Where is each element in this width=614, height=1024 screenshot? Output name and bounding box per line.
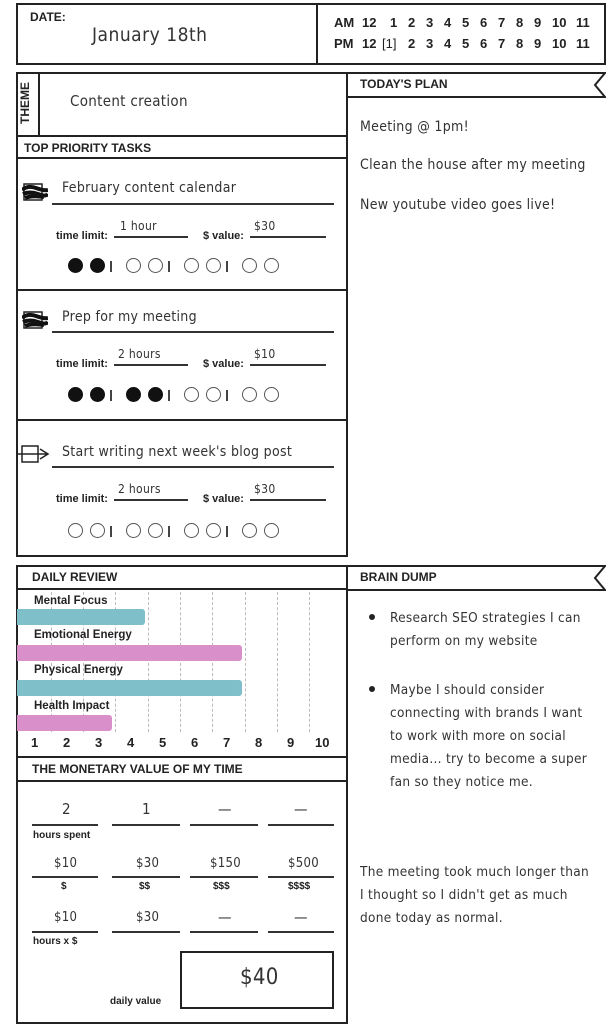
plan-item[interactable]: New youtube video goes live! bbox=[360, 197, 556, 213]
pm-hour-selected[interactable]: [1] bbox=[382, 36, 397, 51]
am-hour[interactable]: 5 bbox=[462, 15, 470, 30]
pm-hour[interactable]: 6 bbox=[480, 36, 488, 51]
value-line bbox=[250, 499, 326, 501]
value-amount[interactable]: $10 bbox=[254, 347, 276, 361]
am-label: AM bbox=[334, 15, 355, 30]
pomodoro-circle[interactable] bbox=[206, 258, 221, 273]
hours-value[interactable]: — bbox=[294, 800, 308, 818]
plan-item[interactable]: Meeting @ 1pm! bbox=[360, 119, 469, 135]
pomodoro-circle[interactable] bbox=[242, 387, 257, 402]
value-line bbox=[250, 236, 326, 238]
scale-tick: 8 bbox=[255, 735, 263, 750]
review-metric-label: Physical Energy bbox=[34, 664, 123, 676]
money-line bbox=[32, 931, 98, 933]
hours-value[interactable]: — bbox=[218, 800, 232, 818]
am-hour[interactable]: 3 bbox=[426, 15, 434, 30]
am-hour[interactable]: 1 bbox=[390, 15, 398, 30]
am-hour[interactable]: 12 bbox=[362, 15, 377, 30]
header-divider bbox=[316, 3, 318, 65]
review-metric-label: Mental Focus bbox=[34, 595, 108, 607]
hours-value[interactable]: 2 bbox=[62, 800, 71, 818]
value-label: $ value: bbox=[203, 493, 244, 505]
review-title: DAILY REVIEW bbox=[32, 570, 118, 584]
pomodoro-separator bbox=[110, 526, 112, 537]
pomodoro-circle[interactable] bbox=[90, 387, 105, 402]
time-limit-label: time limit: bbox=[56, 358, 108, 370]
review-metric-label: Health Impact bbox=[34, 700, 110, 712]
pm-label: PM bbox=[334, 36, 354, 51]
money-line bbox=[112, 824, 180, 826]
product-value[interactable]: — bbox=[294, 908, 308, 926]
rate-value[interactable]: $30 bbox=[136, 856, 160, 871]
scale-tick: 7 bbox=[223, 735, 231, 750]
task-name[interactable]: Prep for my meeting bbox=[62, 309, 197, 325]
value-line bbox=[250, 364, 326, 366]
pomodoro-separator bbox=[226, 261, 228, 272]
pomodoro-row bbox=[68, 386, 318, 404]
product-value[interactable]: $10 bbox=[54, 910, 78, 925]
rate-value[interactable]: $500 bbox=[288, 856, 319, 871]
scale-tick: 6 bbox=[191, 735, 199, 750]
task-status-migrated-icon[interactable] bbox=[18, 443, 52, 465]
am-hours-row bbox=[362, 15, 594, 33]
time-limit-value[interactable]: 2 hours bbox=[118, 482, 161, 496]
date-value[interactable]: January 18th bbox=[92, 24, 208, 46]
product-value[interactable]: — bbox=[218, 908, 232, 926]
pomodoro-circle[interactable] bbox=[242, 523, 257, 538]
time-limit-label: time limit: bbox=[56, 230, 108, 242]
money-line bbox=[190, 824, 258, 826]
pm-hour[interactable]: 7 bbox=[498, 36, 506, 51]
brain-dump-note[interactable]: The meeting took much longer than I thought so I didn't get as much done today as normal. bbox=[360, 864, 589, 926]
product-value[interactable]: $30 bbox=[136, 910, 160, 925]
pm-hours-row bbox=[362, 36, 594, 54]
money-line bbox=[268, 824, 334, 826]
priority-title: TOP PRIORITY TASKS bbox=[24, 141, 152, 155]
pomodoro-separator bbox=[226, 390, 228, 401]
pomodoro-circle[interactable] bbox=[206, 523, 221, 538]
bullet-dot bbox=[369, 686, 375, 692]
pomodoro-circle[interactable] bbox=[126, 523, 141, 538]
priority-title-rule bbox=[16, 157, 348, 159]
review-bar bbox=[17, 645, 242, 661]
pomodoro-circle[interactable] bbox=[68, 523, 83, 538]
pomodoro-separator bbox=[110, 390, 112, 401]
money-line bbox=[112, 876, 180, 878]
task-divider bbox=[16, 289, 348, 291]
scale-tick: 5 bbox=[159, 735, 167, 750]
pomodoro-circle[interactable] bbox=[184, 523, 199, 538]
pomodoro-circle[interactable] bbox=[184, 258, 199, 273]
daily-value-label: daily value bbox=[110, 996, 162, 1007]
money-line bbox=[190, 931, 258, 933]
scale-tick: 2 bbox=[63, 735, 71, 750]
money-line bbox=[268, 931, 334, 933]
money-line bbox=[32, 876, 98, 878]
theme-value[interactable]: Content creation bbox=[70, 92, 188, 110]
brain-dump-item[interactable]: Maybe I should consider connecting with brands I want to work with more on social media... try to become a super fan so they notice me. bbox=[390, 682, 588, 790]
pm-hour[interactable]: 8 bbox=[516, 36, 524, 51]
value-amount[interactable]: $30 bbox=[254, 482, 276, 496]
scale-tick: 10 bbox=[315, 735, 330, 750]
review-title-rule bbox=[16, 588, 348, 590]
time-limit-label: time limit: bbox=[56, 493, 108, 505]
pomodoro-separator bbox=[168, 261, 170, 272]
pm-hour[interactable]: 9 bbox=[534, 36, 542, 51]
plan-title: TODAY'S PLAN bbox=[360, 77, 448, 91]
rate-value[interactable]: $150 bbox=[210, 856, 241, 871]
plan-item[interactable]: Clean the house after my meeting bbox=[360, 157, 586, 173]
task-name-underline bbox=[52, 331, 334, 333]
hours-label: hours spent bbox=[33, 830, 91, 841]
pomodoro-circle[interactable] bbox=[68, 258, 83, 273]
pomodoro-circle[interactable] bbox=[90, 523, 105, 538]
pomodoro-separator bbox=[168, 526, 170, 537]
pomodoro-circle[interactable] bbox=[126, 387, 141, 402]
pomodoro-circle[interactable] bbox=[264, 523, 279, 538]
value-amount[interactable]: $30 bbox=[254, 219, 276, 233]
am-hour[interactable]: 7 bbox=[498, 15, 506, 30]
money-line bbox=[112, 931, 180, 933]
pm-hour[interactable]: 11 bbox=[576, 36, 590, 51]
pomodoro-separator bbox=[110, 261, 112, 272]
pomodoro-circle[interactable] bbox=[242, 258, 257, 273]
pomodoro-circle[interactable] bbox=[68, 387, 83, 402]
review-bar bbox=[17, 715, 112, 731]
pomodoro-circle[interactable] bbox=[264, 387, 279, 402]
task-name-underline bbox=[52, 466, 334, 468]
task-name[interactable]: Start writing next week's blog post bbox=[62, 444, 293, 460]
time-limit-line bbox=[114, 236, 188, 238]
value-label: $ value: bbox=[203, 230, 244, 242]
pm-hour[interactable]: 3 bbox=[426, 36, 434, 51]
pm-hour[interactable]: 10 bbox=[552, 36, 567, 51]
money-title-rule bbox=[16, 780, 348, 782]
theme-divider bbox=[38, 72, 40, 136]
brain-dump-title: BRAIN DUMP bbox=[360, 570, 437, 584]
am-hour[interactable]: 4 bbox=[444, 15, 452, 30]
pm-hour[interactable]: 2 bbox=[408, 36, 416, 51]
time-limit-line bbox=[114, 364, 188, 366]
pomodoro-row bbox=[68, 257, 318, 275]
task-name-underline bbox=[52, 203, 334, 205]
pomodoro-circle[interactable] bbox=[148, 523, 163, 538]
pomodoro-circle[interactable] bbox=[90, 258, 105, 273]
bullet-dot bbox=[369, 614, 375, 620]
pomodoro-row bbox=[68, 522, 318, 540]
daily-value[interactable]: $40 bbox=[240, 965, 279, 990]
pm-hour[interactable]: 5 bbox=[462, 36, 470, 51]
theme-bottom-rule bbox=[16, 135, 348, 137]
money-line bbox=[32, 824, 98, 826]
date-label: DATE: bbox=[30, 10, 66, 24]
scale-tick: 4 bbox=[127, 735, 135, 750]
gridline bbox=[148, 592, 149, 732]
review-bar bbox=[17, 609, 145, 625]
pomodoro-separator bbox=[168, 390, 170, 401]
scale-tick: 3 bbox=[95, 735, 103, 750]
theme-label: THEME bbox=[18, 82, 32, 124]
pomodoro-separator bbox=[226, 526, 228, 537]
am-hour[interactable]: 6 bbox=[480, 15, 488, 30]
pm-hour[interactable]: 4 bbox=[444, 36, 452, 51]
gridline bbox=[277, 592, 278, 732]
rate-value[interactable]: $10 bbox=[54, 856, 78, 871]
am-hour[interactable]: 8 bbox=[516, 15, 524, 30]
pomodoro-circle[interactable] bbox=[184, 387, 199, 402]
time-limit-value[interactable]: 2 hours bbox=[118, 347, 161, 361]
am-hour[interactable]: 11 bbox=[576, 15, 590, 30]
hours-value[interactable]: 1 bbox=[142, 800, 151, 818]
pomodoro-circle[interactable] bbox=[148, 258, 163, 273]
task-status-done-icon[interactable] bbox=[22, 309, 48, 331]
time-limit-value[interactable]: 1 hour bbox=[120, 219, 157, 233]
gridline bbox=[212, 592, 213, 732]
products-label: hours x $ bbox=[33, 936, 78, 947]
scale-tick: 9 bbox=[287, 735, 295, 750]
time-limit-line bbox=[114, 499, 188, 501]
am-hour[interactable]: 10 bbox=[552, 15, 567, 30]
money-line bbox=[190, 876, 258, 878]
task-divider bbox=[16, 419, 348, 421]
pomodoro-circle[interactable] bbox=[148, 387, 163, 402]
review-bar bbox=[17, 680, 242, 696]
tier-label: $ bbox=[61, 881, 67, 892]
value-label: $ value: bbox=[203, 358, 244, 370]
task-status-done-icon[interactable] bbox=[22, 181, 48, 203]
money-title: THE MONETARY VALUE OF MY TIME bbox=[32, 762, 243, 776]
money-line bbox=[268, 876, 334, 878]
pomodoro-circle[interactable] bbox=[126, 258, 141, 273]
task-name[interactable]: February content calendar bbox=[62, 180, 237, 196]
money-title-top-rule bbox=[16, 756, 348, 758]
brain-dump-item[interactable]: Research SEO strategies I can perform on my website bbox=[390, 610, 581, 649]
tier-label: $$ bbox=[139, 881, 151, 892]
pm-hour[interactable]: 12 bbox=[362, 36, 377, 51]
tier-label: $$$$ bbox=[288, 881, 311, 892]
pomodoro-circle[interactable] bbox=[206, 387, 221, 402]
review-metric-label: Emotional Energy bbox=[34, 629, 132, 641]
gridline bbox=[180, 592, 181, 732]
scale-tick: 1 bbox=[31, 735, 39, 750]
gridline bbox=[309, 592, 310, 732]
am-hour[interactable]: 9 bbox=[534, 15, 542, 30]
tier-label: $$$ bbox=[213, 881, 230, 892]
am-hour[interactable]: 2 bbox=[408, 15, 416, 30]
pomodoro-circle[interactable] bbox=[264, 258, 279, 273]
gridline bbox=[245, 592, 246, 732]
